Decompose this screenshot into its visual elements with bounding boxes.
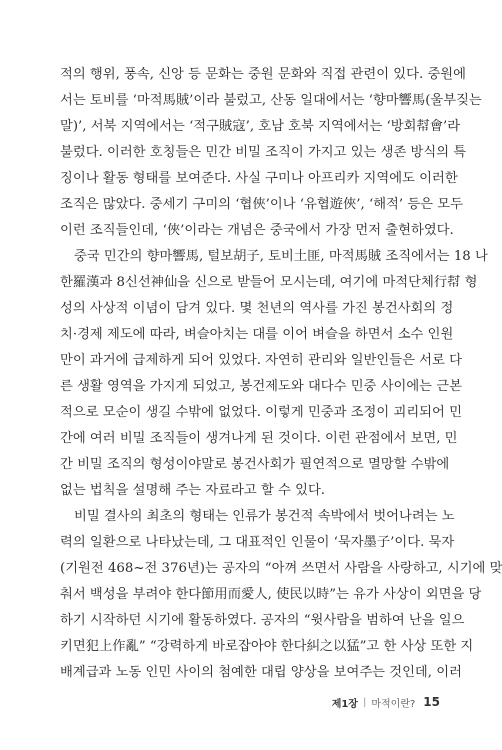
text-line: 춰서 백성을 부려야 한다節用而愛人, 使民以時”는 유가 사상이 외면을 당 <box>60 587 482 602</box>
text-line: 없는 법칙을 설명해 주는 자료라고 할 수 있다. <box>60 483 326 498</box>
text-line: 력의 일환으로 나타났는데, 그 대표적인 인물이 ‘묵자墨子’이다. 묵자 <box>60 535 455 550</box>
text-line: 불렀다. 이러한 호칭들은 민간 비밀 조직이 가지고 있는 생존 방식의 특 <box>60 145 467 160</box>
text-line: 조직은 많았다. 중세기 구미의 ‘협俠’이나 ‘유협遊俠’, ‘해적’ 등은 모두 <box>60 197 463 212</box>
text-line: 징이나 활동 형태를 보여준다. 사실 구미나 아프리카 지역에도 이러한 <box>60 171 458 186</box>
text-line: 치·경제 제도에 따라, 벼슬아치는 대를 이어 벼슬을 하면서 소수 인원 <box>60 327 454 342</box>
page-body <box>60 62 502 686</box>
text-line: 하기 시작하던 시기에 활동하였다. 공자의 “윗사람을 범하여 난을 일으 <box>60 613 465 628</box>
text-line: 만이 과거에 급제하게 되어 있었다. 자연히 관리와 일반인들은 서로 다 <box>60 353 462 368</box>
page-footer <box>300 692 440 712</box>
text-line: 간 비밀 조직의 형성이야말로 봉건사회가 필연적으로 멸망할 수밖에 <box>60 457 450 472</box>
text-line: 성의 사상적 이념이 담겨 있다. 몇 천년의 역사를 가진 봉건사회의 정 <box>60 301 454 316</box>
text-line: 간에 여러 비밀 조직들이 생겨나게 된 것이다. 이런 관점에서 보면, 민 <box>60 431 458 446</box>
page-number: 15 <box>423 695 440 709</box>
text-line: 적으로 모순이 생길 수밖에 없었다. 이렇게 민중과 조정이 괴리되어 민 <box>60 405 462 420</box>
text-line: 른 생활 영역을 가지게 되었고, 봉건제도와 대다수 민중 사이에는 근본 <box>60 379 462 394</box>
text-line: 키면犯上作亂” “강력하게 바로잡아야 한다糾之以猛”고 한 사상 또한 지 <box>60 639 474 654</box>
text-line: 한羅漢과 8신선神仙을 신으로 받들어 모시는데, 여기에 마적단체行幇 형 <box>60 275 478 290</box>
paragraph-start-line: 중국 민간의 향마響馬, 털보胡子, 토비土匪, 마적馬賊 조직에서는 18 나 <box>74 249 488 264</box>
text-line: (기원전 468~전 376년)는 공자의 “아껴 쓰면서 사람을 사랑하고, 시기에 맞 <box>60 561 502 576</box>
text-line: 적의 행위, 풍속, 신앙 등 문화는 중원 문화와 직접 관련이 있다. 중원에 <box>60 67 466 82</box>
text-line: 서는 토비를 ‘마적馬賊’이라 불렀고, 산동 일대에서는 ‘향마響馬(울부짖는 <box>60 93 482 108</box>
text-line: 말)’, 서북 지역에서는 ‘적구賊寇’, 호남 호북 지역에서는 ‘방회幇會’라 <box>60 119 461 134</box>
text-line: 배계급과 노동 인민 사이의 첨예한 대립 양상을 보여주는 것인데, 이러 <box>60 665 462 680</box>
chapter-label: 제1장 <box>331 698 358 710</box>
text-line: 이런 조직들인데, ‘俠’이라는 개념은 중국에서 가장 먼저 출현하였다. <box>60 223 454 238</box>
footer-separator: | <box>362 696 367 708</box>
paragraph-start-line: 비밀 결사의 최초의 형태는 인류가 봉건적 속박에서 벗어나려는 노 <box>74 509 455 524</box>
chapter-title: 마적이란? <box>371 698 416 710</box>
